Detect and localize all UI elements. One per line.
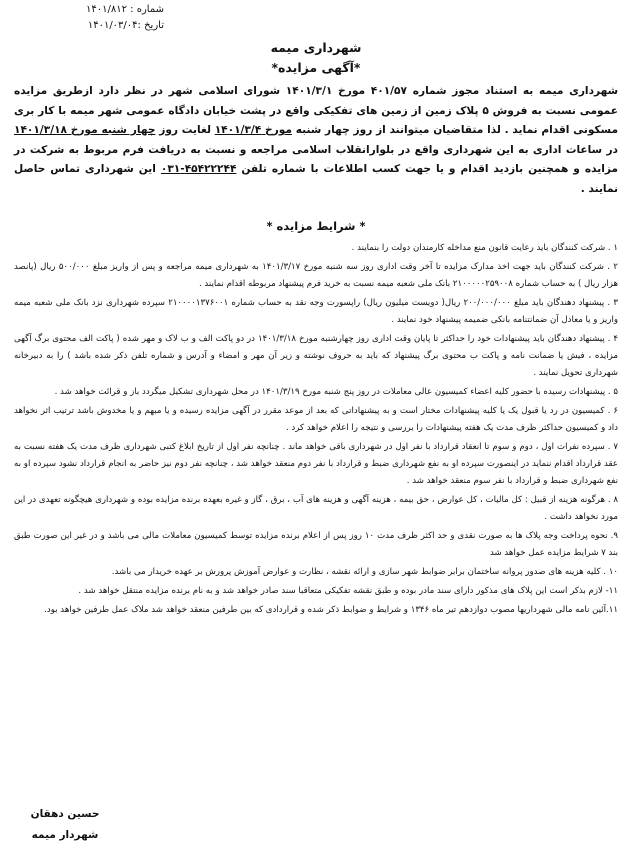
condition-item-2: ۲ . شرکت کنندگان باید جهت اخذ مدارک مزایده تا آخر وقت اداری روز سه شنبه مورخ ۱۴۰۱/۳/۱۷ به شهرداری میمه مراجعه و پس از واریز مبلغ ۵۰۰/۰۰۰ ریال (پانصد هزار ریال ) به حساب شماره ۲۱۰۰۰۰۰۲۵۹۰۰۸ بانک ملی شعبه میمه نسبت به خرید فرم پیشنهاد مربوطه اقدام نمایند . [14,262,619,289]
condition-item-3: ۳ . پیشنهاد دهندگان باید مبلغ ۲۰۰/۰۰۰/۰۰۰ ریال( دویست میلیون ریال) راپسورت وجه نقد به حساب شماره ۲۱۰۰۰۰۱۳۷۶۰۰۱ سپرده شهرداری نزد بانک ملی شعبه میمه واریز و یا معادل آن ضمانتنامه بانکی ضمیمه پیشنهاد خود نمایند . [14,298,618,325]
condition-item-7: ۷ . سپرده نفرات اول ، دوم و سوم تا انعقاد قرارداد با نفر اول در شهرداری باقی خواهد ماند . چنانچه نفر اول از تاریخ ابلاغ کتبی شهرداری ظرف مدت یک هفته نسبت به عقد قرارداد اقدام ننماید در اینصورت سپرده او به نفع شهرداری ضبط و قرارداد با نفر دوم منعقد خواهد شد ، چنانچه نفر دوم نیز حاضر به انجام قرارداد نشود سپرده او به نفع شهرداری ضبط و قرارداد با نفر سوم منعقد خواهد شد . [14,442,618,486]
signatory-name: حسین دهقان [30,808,100,820]
announcement-title: *آگهی مزایده* [271,60,361,75]
conditions-title: * شرایط مزایده * [266,219,366,233]
signature-block [0,804,130,846]
organization-title: شهرداری میمه [270,40,362,55]
condition-item-5: ۵ . پیشنهادات رسیده با حضور کلیه اعضاء کمیسیون عالی معاملات در روز پنج شنبه مورخ ۱۴۰۱/۳/۱۹ در محل شهرداری تشکیل میگردد باز و قرائت خواهد شد . [54,387,618,397]
letter-date: تاریخ :۱۴۰۱/۰۳/۰۴ [87,20,164,31]
condition-item-12: ۱۱.آئین نامه مالی شهرداریها مصوب دوازدهم تیر ماه ۱۳۴۶ و شرایط و ضوابط ذکر شده و قراردادی که بین طرفین منعقد خواهد شد ملاک عمل طرفین خواهد بود. [44,605,618,615]
intro-phone: ۴۵۴۲۲۲۴۴-۰۳۱ [160,163,237,175]
condition-item-4: ۴ . پیشنهاد دهندگان باید پیشنهادات خود را حداکثر تا پایان وقت اداری روز چهارشنبه مورخ ۱۴۰۱/۳/۱۸ در دو پاکت الف و ب لاک و مهر شده ( پاکت الف محتوی برگ آگهی مزایده ، فیش یا ضمانت نامه و پاکت ب محتوی برگ پیشنهاد که باید به حروف نوشته و زیر آن مهر و امضاء و آدرس و شماره تلفن ذکر شده باشد ) را به دبیرخانه شهرداری تحویل نمایند . [14,334,618,378]
condition-item-11: ۱۱- لازم بذکر است این پلاک های مذکور دارای سند مادر بوده و طبق نقشه تفکیکی متعاقبا سند صادر خواهد شد و به نام برنده مزایده منتقل خواهد شد . [78,586,618,596]
conditions-list [14,240,618,621]
signatory-title: شهردار میمه [31,829,99,841]
intro-text-1: شهرداری میمه به استناد مجوز شماره ۴۰۱/۵۷ مورخ ۱۴۰۱/۳/۱ شورای اسلامی شهر در نظر دارد ازطریق مزایده عمومی نسبت به فروش ۵ پلاک زمین از زمین های تفکیکی واقع در پشت خیابان دادگاه عمومی شهر میمه با کار بری مسکونی اقدام نماید . لذا متقاضیان میتوانند از روز چهار شنبه [14,85,619,136]
condition-item-9: ۹. نحوه پرداخت وجه پلاک ها به صورت نقدی و حد اکثر ظرف مدت ۱۰ روز پس از اعلام برنده مزایده توسط کمیسیون معاملات مالی می باشد و در غیر این صورت طبق بند ۷ شرایط مزایده عمل خواهد شد [14,531,618,558]
intro-text-4: این شهرداری تماس حاصل نمایند . [14,163,618,195]
document-header [0,38,632,78]
intro-text-3: در ساعات اداری به این شهرداری واقع در بلوارانقلاب اسلامی مراجعه و نسبت به دریافت فرم مربوط به شرکت در مزایده و همچنین بازدید اقدام و یا جهت کسب اطلاعات با شماره تلفن [14,143,618,175]
letter-meta [14,2,164,34]
condition-item-1: ۱ . شرکت کنندگان باید رعایت قانون منع مداخله کارمندان دولت را بنمایند . [351,243,618,253]
intro-start-date: مورخ ۱۴۰۱/۳/۴ [214,124,292,136]
condition-item-10: ۱۰ . کلیه هزینه های صدور پروانه ساختمان برابر ضوابط شهر سازی و ارائه نقشه ، نظارت و عوارض آموزش پرورش بر عهده خریدار می باشد. [111,567,618,577]
intro-paragraph [14,82,618,199]
intro-text-2: لغایت روز [155,124,215,136]
letter-number: شماره : ۱۴۰۱/۸۱۲ [86,4,164,15]
intro-end-date: چهار شنبه مورخ ۱۴۰۱/۳/۱۸ [14,124,156,136]
condition-item-6: ۶ . کمیسیون در رد یا قبول یک یا کلیه پیشنهادات مختار است و به پیشنهاداتی که بعد از موعد مقرر در آگهی مزایده رسیده و یا مبهم و یا مخدوش باشد ترتیب اثر نخواهد داد و کمیسیون حداکثر ظرف مدت یک هفته پیشنهادات را بررسی و نتیجه را اعلام خواهد کرد . [14,406,618,433]
condition-item-8: ۸ . هرگونه هزینه از قبیل : کل مالیات ، کل عوارض ، حق بیمه ، هزینه آگهی و هزینه های آب ، برق ، گاز و غیره بعهده برنده مزایده بوده و شهرداری هیچگونه تعهدی در این مورد نخواهد داشت . [14,495,618,522]
